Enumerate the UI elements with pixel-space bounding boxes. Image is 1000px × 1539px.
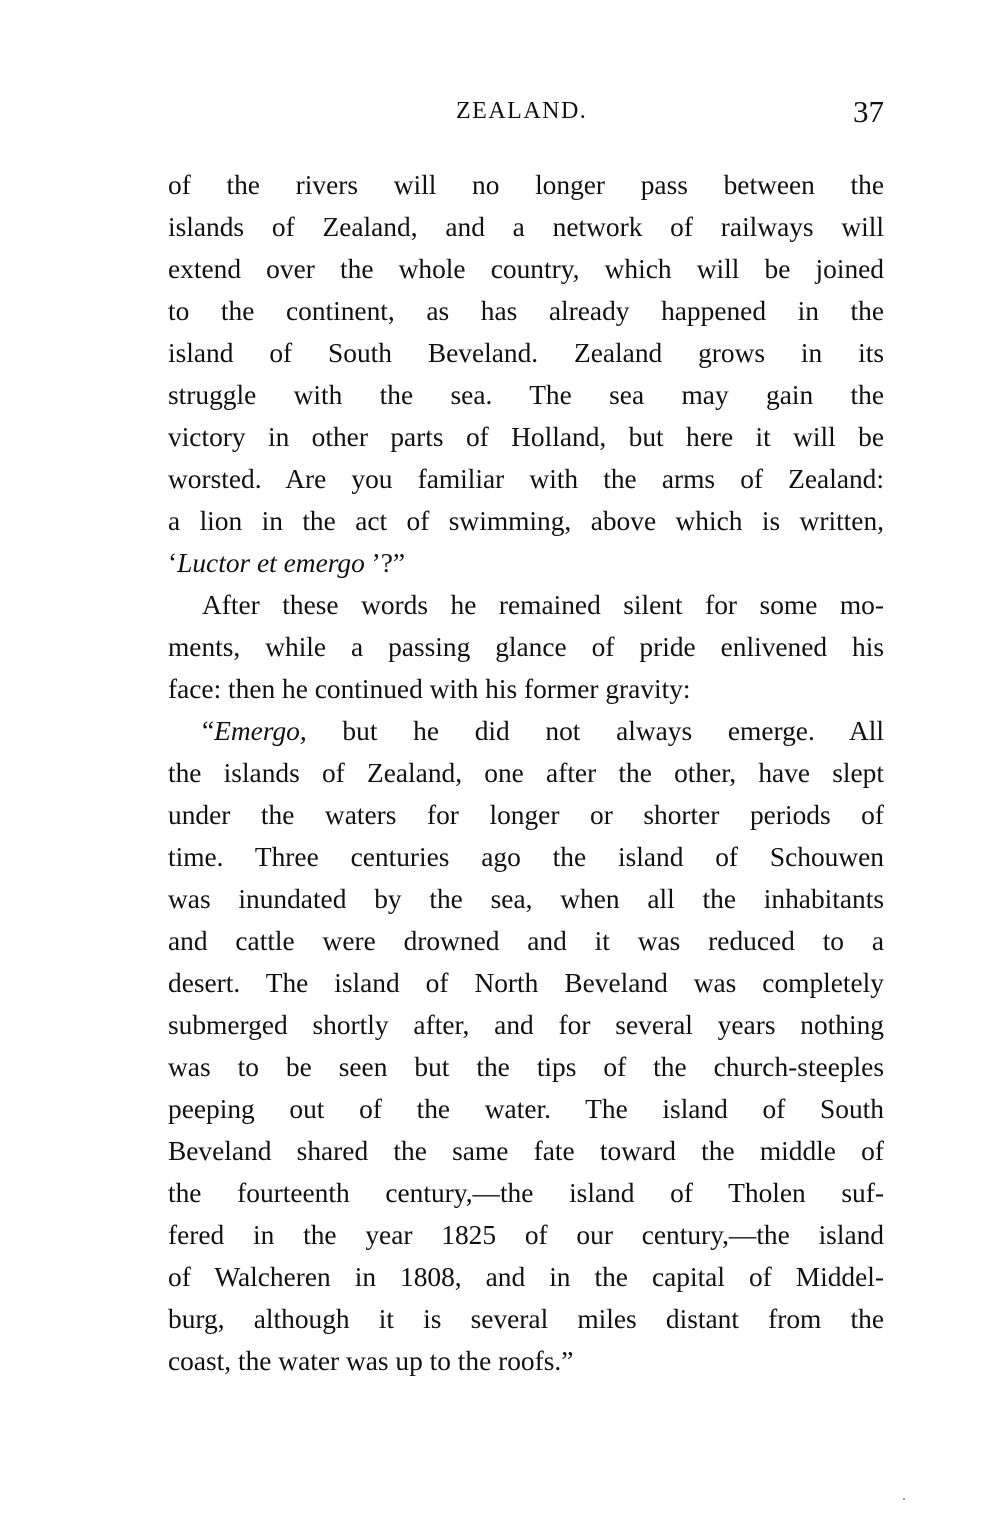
text-line: ments, while a passing glance of pride enlivened his bbox=[168, 632, 884, 662]
text-line: was inundated by the sea, when all the inhabitants bbox=[168, 884, 884, 914]
line-rest: but he did not always emerge. All bbox=[306, 716, 884, 746]
paper-speck bbox=[903, 1498, 905, 1500]
text-line: of Walcheren in 1808, and in the capital of Middel- bbox=[168, 1262, 884, 1292]
text-line: was to be seen but the tips of the church-steeples bbox=[168, 1052, 884, 1082]
text-line: extend over the whole country, which will be joined bbox=[168, 254, 884, 284]
text-line: of the rivers will no longer pass between the bbox=[168, 170, 884, 200]
text-line: islands of Zealand, and a network of railways will bbox=[168, 212, 884, 242]
text-line: victory in other parts of Holland, but here it will be bbox=[168, 422, 884, 452]
text-line: After these words he remained silent for some mo- bbox=[202, 590, 884, 620]
text-line: worsted. Are you familiar with the arms of Zealand: bbox=[168, 464, 884, 494]
text-line: submerged shortly after, and for several years nothing bbox=[168, 1010, 884, 1040]
text-line: under the waters for longer or shorter periods of bbox=[168, 800, 884, 830]
running-head bbox=[168, 94, 884, 128]
text-line: the islands of Zealand, one after the other, have slept bbox=[168, 758, 884, 788]
text-line: time. Three centuries ago the island of Schouwen bbox=[168, 842, 884, 872]
close-quote: ’?” bbox=[364, 548, 406, 578]
text-line: Beveland shared the same fate toward the middle of bbox=[168, 1136, 884, 1166]
text-line: face: then he continued with his former gravity: bbox=[168, 674, 691, 704]
chapter-title: ZEALAND. bbox=[456, 98, 588, 124]
page-number: 37 bbox=[853, 94, 884, 129]
open-quote: ‘ bbox=[168, 548, 178, 578]
body-text bbox=[168, 164, 884, 1382]
emergo-word: Emergo, bbox=[214, 716, 307, 746]
text-line: coast, the water was up to the roofs.” bbox=[168, 1346, 574, 1376]
text-line: to the continent, as has already happened in the bbox=[168, 296, 884, 326]
text-line: struggle with the sea. The sea may gain the bbox=[168, 380, 884, 410]
motto-text: Luctor et emergo bbox=[177, 548, 365, 578]
text-line: peeping out of the water. The island of South bbox=[168, 1094, 884, 1124]
text-line-motto bbox=[168, 542, 884, 584]
text-line: burg, although it is several miles distant from the bbox=[168, 1304, 884, 1334]
text-line-emergo bbox=[168, 710, 884, 752]
text-line: the fourteenth century,—the island of Tholen suf- bbox=[168, 1178, 884, 1208]
text-line: desert. The island of North Beveland was completely bbox=[168, 968, 884, 998]
text-line: a lion in the act of swimming, above which is written, bbox=[168, 506, 884, 536]
text-line: island of South Beveland. Zealand grows in its bbox=[168, 338, 884, 368]
text-line: and cattle were drowned and it was reduced to a bbox=[168, 926, 884, 956]
text-line: fered in the year 1825 of our century,—the island bbox=[168, 1220, 884, 1250]
open-quote: “ bbox=[202, 716, 215, 746]
